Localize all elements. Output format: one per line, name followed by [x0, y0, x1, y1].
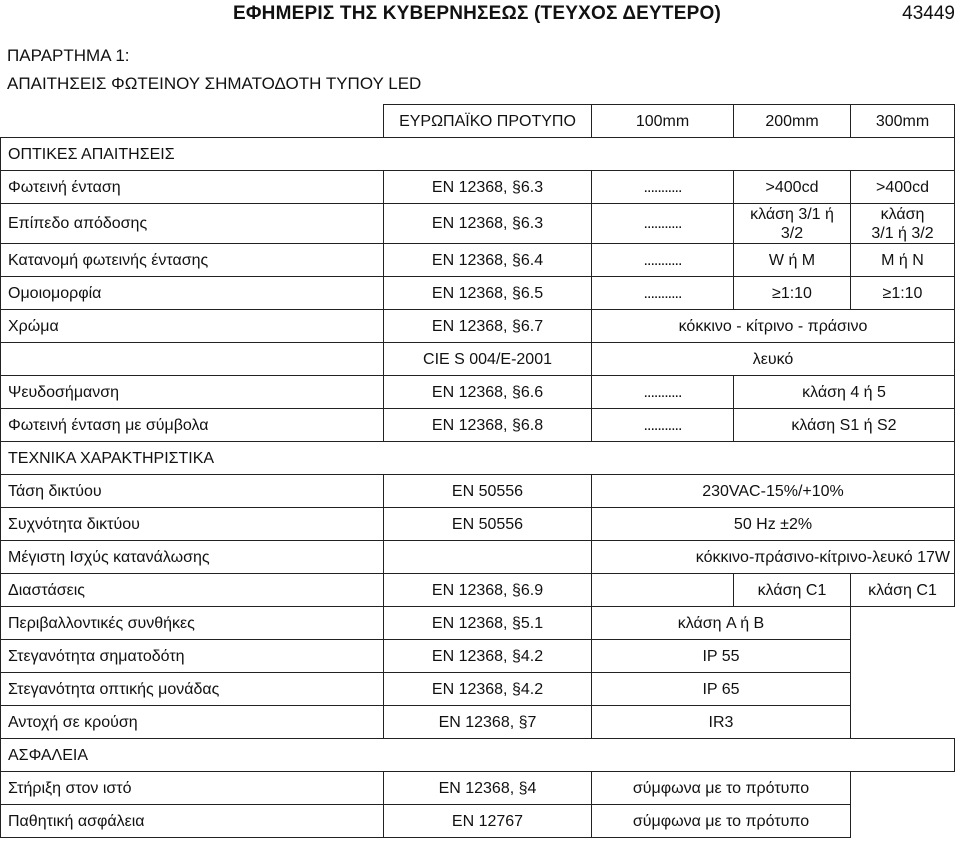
- table-row: [1, 376, 955, 409]
- row-standard: ΕΝ 12767: [384, 805, 592, 838]
- table-row: [1, 607, 955, 640]
- table-row: [1, 204, 955, 244]
- row-blank: [851, 706, 955, 739]
- row-200mm: >400cd: [734, 171, 851, 204]
- section-safety: ΑΣΦΑΛΕΙΑ: [1, 739, 955, 772]
- row-value: IP 65: [592, 673, 851, 706]
- header-spacer: [1, 105, 384, 138]
- row-blank: [851, 607, 955, 640]
- row-label: Μέγιστη Ισχύς κατανάλωσης: [1, 541, 384, 574]
- row-label: Τάση δικτύου: [1, 475, 384, 508]
- row-value: κλάση A ή B: [592, 607, 851, 640]
- row-blank: [851, 673, 955, 706]
- row-label: Περιβαλλοντικές συνθήκες: [1, 607, 384, 640]
- row-value: 50 Hz ±2%: [592, 508, 955, 541]
- table-row: [1, 277, 955, 310]
- table-row: [1, 541, 955, 574]
- row-200mm: κλάση 3/1 ή 3/2: [734, 204, 851, 244]
- row-value: κλάση 4 ή 5: [734, 376, 955, 409]
- row-value: λευκό: [592, 343, 955, 376]
- row-standard: ΕΝ 12368, §6.4: [384, 244, 592, 277]
- row-standard: ΕΝ 12368, §6.9: [384, 574, 592, 607]
- table-row: [1, 805, 955, 838]
- row-value: IR3: [592, 706, 851, 739]
- row-label: Ψευδοσήμανση: [1, 376, 384, 409]
- row-standard: ΕΝ 12368, §5.1: [384, 607, 592, 640]
- table-row: [1, 706, 955, 739]
- row-standard: [384, 541, 592, 574]
- section-row: [1, 739, 955, 772]
- row-label: Συχνότητα δικτύου: [1, 508, 384, 541]
- page-header: [0, 0, 960, 30]
- row-value: σύμφωνα με το πρότυπο: [592, 805, 851, 838]
- row-standard: ΕΝ 12368, §6.3: [384, 171, 592, 204]
- row-value: IP 55: [592, 640, 851, 673]
- table-row: [1, 409, 955, 442]
- row-standard: ΕΝ 50556: [384, 475, 592, 508]
- table-row: [1, 673, 955, 706]
- row-label: Φωτεινή ένταση: [1, 171, 384, 204]
- row-standard: ΕΝ 12368, §6.8: [384, 409, 592, 442]
- row-standard: ΕΝ 12368, §6.7: [384, 310, 592, 343]
- row-standard: ΕΝ 12368, §6.6: [384, 376, 592, 409]
- section-optical: ΟΠΤΙΚΕΣ ΑΠΑΙΤΗΣΕΙΣ: [1, 138, 955, 171]
- row-standard: ΕΝ 12368, §6.5: [384, 277, 592, 310]
- section-row: [1, 442, 955, 475]
- row-200mm: κλάση C1: [734, 574, 851, 607]
- row-200mm: ≥1:10: [734, 277, 851, 310]
- annex-label: ΠΑΡΑΡΤΗΜΑ 1:: [7, 46, 130, 65]
- row-blank: [851, 640, 955, 673]
- row-100mm: ...........: [592, 277, 734, 310]
- row-200mm: W ή M: [734, 244, 851, 277]
- row-value: κόκκινο - κίτρινο - πράσινο: [592, 310, 955, 343]
- col-200mm: 200mm: [734, 105, 851, 138]
- row-label: Κατανομή φωτεινής έντασης: [1, 244, 384, 277]
- table-row: [1, 772, 955, 805]
- table-row: [1, 475, 955, 508]
- row-300mm: M ή N: [851, 244, 955, 277]
- row-label: Ομοιομορφία: [1, 277, 384, 310]
- row-label-empty: [1, 343, 384, 376]
- row-label: Στεγανότητα οπτικής μονάδας: [1, 673, 384, 706]
- col-100mm: 100mm: [592, 105, 734, 138]
- row-300mm: ≥1:10: [851, 277, 955, 310]
- table-row: [1, 310, 955, 343]
- gazette-title: ΕΦΗΜΕΡΙΣ ΤΗΣ ΚΥΒΕΡΝΗΣΕΩΣ (ΤΕΥΧΟΣ ΔΕΥΤΕΡΟ): [233, 3, 721, 24]
- section-row: [1, 138, 955, 171]
- row-standard: ΕΝ 50556: [384, 508, 592, 541]
- row-standard: ΕΝ 12368, §4.2: [384, 640, 592, 673]
- row-blank: [851, 772, 955, 805]
- section-technical: ΤΕΧΝΙΚΑ ΧΑΡΑΚΤΗΡΙΣΤΙΚΑ: [1, 442, 955, 475]
- row-label: Αντοχή σε κρούση: [1, 706, 384, 739]
- page-number: 43449: [902, 3, 955, 24]
- row-label: Χρώμα: [1, 310, 384, 343]
- row-label: Διαστάσεις: [1, 574, 384, 607]
- row-standard: ΕΝ 12368, §4: [384, 772, 592, 805]
- row-standard: ΕΝ 12368, §6.3: [384, 204, 592, 244]
- row-100mm: ...........: [592, 171, 734, 204]
- row-standard: ΕΝ 12368, §4.2: [384, 673, 592, 706]
- col-standard: ΕΥΡΩΠΑΪΚΟ ΠΡΟΤΥΠΟ: [384, 105, 592, 138]
- table-row: [1, 640, 955, 673]
- row-value: κλάση S1 ή S2: [734, 409, 955, 442]
- table-header-row: [1, 105, 955, 138]
- table-row: [1, 508, 955, 541]
- row-value: κόκκινο-πράσινο-κίτρινο-λευκό 17W: [592, 541, 955, 574]
- row-300mm: >400cd: [851, 171, 955, 204]
- row-blank: [851, 805, 955, 838]
- row-label: Φωτεινή ένταση με σύμβολα: [1, 409, 384, 442]
- requirements-table: [0, 104, 955, 838]
- row-100mm: ...........: [592, 376, 734, 409]
- row-value: σύμφωνα με το πρότυπο: [592, 772, 851, 805]
- row-standard: ΕΝ 12368, §7: [384, 706, 592, 739]
- table-row: [1, 244, 955, 277]
- annex-heading: [7, 42, 421, 98]
- row-value: 230VAC-15%/+10%: [592, 475, 955, 508]
- row-300mm: κλάση C1: [851, 574, 955, 607]
- table-row: [1, 171, 955, 204]
- row-100mm: ...........: [592, 204, 734, 244]
- row-100mm: ...........: [592, 409, 734, 442]
- col-300mm: 300mm: [851, 105, 955, 138]
- row-100mm: [592, 574, 734, 607]
- row-label: Στήριξη στον ιστό: [1, 772, 384, 805]
- row-100mm: ...........: [592, 244, 734, 277]
- row-300mm: κλάση 3/1 ή 3/2: [851, 204, 955, 244]
- row-label: Παθητική ασφάλεια: [1, 805, 384, 838]
- table-row: [1, 343, 955, 376]
- row-standard: CIE S 004/E-2001: [384, 343, 592, 376]
- table-row: [1, 574, 955, 607]
- row-label: Στεγανότητα σηματοδότη: [1, 640, 384, 673]
- annex-subtitle: ΑΠΑΙΤΗΣΕΙΣ ΦΩΤΕΙΝΟΥ ΣΗΜΑΤΟΔΟΤΗ ΤΥΠΟΥ LED: [7, 74, 422, 93]
- row-label: Επίπεδο απόδοσης: [1, 204, 384, 244]
